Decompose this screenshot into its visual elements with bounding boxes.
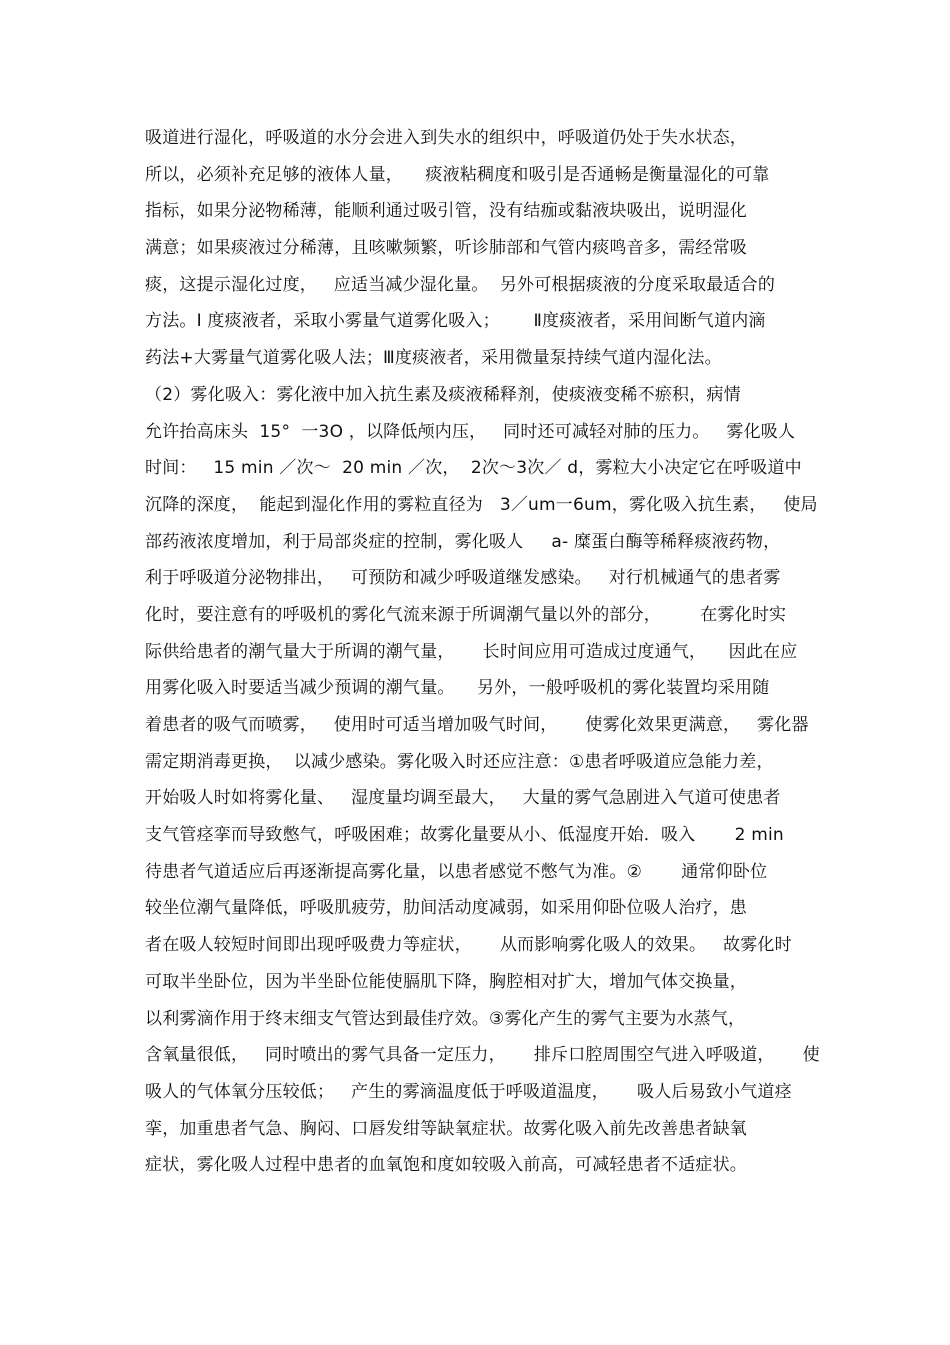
text-line: 允许抬高床头 15° 一3O ，以降低颅内压， 同时还可减轻对肺的压力。 雾化吸人 <box>145 421 796 442</box>
text-line: 所以，必须补充足够的液体人量， 痰液粘稠度和吸引是否通畅是衡量湿化的可靠 <box>145 164 770 185</box>
text-line: 指标，如果分泌物稀薄，能顺利通过吸引管，没有结痂或黏液块吸出，说明湿化 <box>145 201 747 222</box>
text-line: 者在吸人较短时间即出现呼吸费力等症状， 从而影响雾化吸人的效果。 故雾化时 <box>145 935 792 956</box>
text-line: 利于呼吸道分泌物排出， 可预防和减少呼吸道继发感染。 对行机械通气的患者雾 <box>145 568 781 589</box>
text-line: 可取半坐卧位，因为半坐卧位能使膈肌下降，胸腔相对扩大，增加气体交换量， <box>145 971 747 992</box>
text-line: 较坐位潮气量降低，呼吸肌疲劳，肋间活动度减弱，如采用仰卧位吸人治疗，患 <box>145 898 747 919</box>
text-line: 用雾化吸入时要适当减少预调的潮气量。 另外，一般呼吸机的雾化装置均采用随 <box>145 678 770 699</box>
text-line: 痰，这提示湿化过度， 应适当减少湿化量。 另外可根据痰液的分度采取最适合的 <box>145 274 776 295</box>
text-line: 需定期消毒更换， 以减少感染。雾化吸入时还应注意：①患者呼吸道应急能力差， <box>145 751 774 772</box>
text-line: 部药液浓度增加，利于局部炎症的控制，雾化吸人 a- 糜蛋白酶等稀释痰液药物， <box>145 531 781 552</box>
text-line: 含氧量很低， 同时喷出的雾气具备一定压力， 排斥口腔周围空气进入呼吸道， 使 <box>145 1045 820 1066</box>
text-line: 挛，加重患者气急、胸闷、口唇发绀等缺氧症状。故雾化吸入前先改善患者缺氧 <box>145 1118 747 1139</box>
text-line: 开始吸人时如将雾化量、 湿度量均调至最大， 大量的雾气急剧进入气道可使患者 <box>145 788 781 809</box>
text-line: 时间： 15 min ／次～ 20 min ／次， 2次～3次／ d，雾粒大小决定它在呼吸道中 <box>145 458 802 479</box>
text-line: 支气管痉挛而导致憋气，呼吸困难；故雾化量要从小、低湿度开始．吸入 2 min <box>145 825 784 846</box>
text-line: 着患者的吸气而喷雾， 使用时可适当增加吸气时间， 使雾化效果更满意， 雾化器 <box>145 715 809 735</box>
text-line: 化时，要注意有的呼吸机的雾化气流来源于所调潮气量以外的部分， 在雾化时实 <box>145 604 787 625</box>
text-line: 际供给患者的潮气量大于所调的潮气量， 长时间应用可造成过度通气， 因此在应 <box>145 641 798 662</box>
text-line: 满意；如果痰液过分稀薄，且咳嗽频繁，听诊肺部和气管内痰鸣音多，需经常吸 <box>145 238 747 259</box>
text-line: 沉降的深度， 能起到湿化作用的雾粒直径为 3／um一6um，雾化吸入抗生素， 使局 <box>145 494 818 515</box>
text-line: 吸人的气体氧分压较低； 产生的雾滴温度低于呼吸道温度， 吸人后易致小气道痉 <box>145 1081 792 1102</box>
text-line: 吸道进行湿化，呼吸道的水分会进入到失水的组织中，呼吸道仍处于失水状态， <box>145 128 747 148</box>
body-text <box>145 120 825 1184</box>
text-line: 症状，雾化吸人过程中患者的血氧饱和度如较吸入前高，可减轻患者不适症状。 <box>145 1155 747 1176</box>
text-line: 以利雾滴作用于终末细支气管达到最佳疗效。③雾化产生的雾气主要为水蒸气， <box>145 1008 746 1029</box>
text-line: 方法。I 度痰液者，采取小雾量气道雾化吸入； Ⅱ度痰液者，采用间断气道内滴 <box>145 311 766 332</box>
text-line: 待患者气道适应后再逐渐提高雾化量，以患者感觉不憋气为准。② 通常仰卧位 <box>145 861 768 882</box>
text-line: （2）雾化吸入：雾化液中加入抗生素及痰液稀释剂，使痰液变稀不瘀积，病情 <box>145 384 741 405</box>
text-line: 药法+大雾量气道雾化吸人法；Ⅲ度痰液者，采用微量泵持续气道内湿化法。 <box>145 348 722 369</box>
